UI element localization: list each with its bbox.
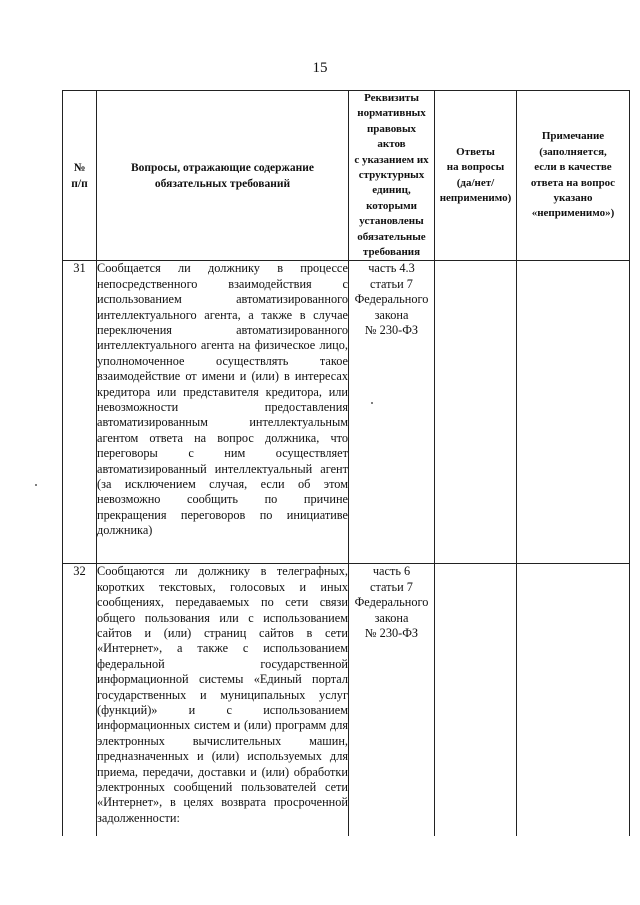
header-answers — [435, 91, 517, 261]
row-number: 31 — [63, 261, 97, 564]
table-row — [63, 261, 630, 564]
header-requisites — [349, 91, 435, 261]
row-question: Сообщается ли должнику в процессе непосредственного взаимодействия с использованием автоматизированного интеллектуального агента, а также в случае переключения автоматизированного интеллектуального агента на физическое лицо, уполномоченное осуществлять такое взаимодействие от имени и (или) в интересах кредитора или представителя кредитора, или невозможности предоставления автоматизированным интеллектуальным агентом ответа на вопрос должника, что переговоры с ним осуществляет автоматизированный интеллектуальный агент (за исключением случая, если об этом невозможно сообщить по причине прекращения переговоров по инициативе должника) — [97, 261, 349, 564]
header-note-text: Примечание (заполняется, если в качестве ответа на вопрос указано «неприменимо») — [530, 130, 616, 220]
row-answer-cell[interactable] — [435, 261, 517, 564]
row-number: 32 — [63, 564, 97, 837]
header-num-text: № п/п — [71, 161, 88, 190]
row-question: Сообщаются ли должнику в телеграфных, коротких текстовых, голосовых и иных сообщениях, передаваемых по сети связи общего пользования или с использованием сайтов и (или) страниц сайтов в сети «Интернет», а также с использованием федеральной государственной информационной системы «Единый портал государственных и муниципальных услуг (функций)» и с использованием информационных систем и (или) программ для электронных вычислительных машин, предназначенных и (или) используемых для приема, передачи, доставки и (или) обработки электронных сообщений пользователей сети «Интернет», в целях возврата просроченной задолженности: — [97, 564, 349, 837]
checklist-table — [62, 90, 630, 836]
row-note-cell[interactable] — [517, 261, 630, 564]
scan-speck — [371, 402, 373, 404]
scan-speck — [35, 484, 37, 486]
header-answers-text: Ответы на вопросы (да/нет/ неприменимо) — [439, 145, 512, 205]
row-requisites: часть 6 статьи 7 Федерального закона № 230-ФЗ — [349, 564, 435, 837]
row-note-cell[interactable] — [517, 564, 630, 837]
page-number: 15 — [312, 60, 328, 76]
table-row — [63, 564, 630, 837]
header-question — [97, 91, 349, 261]
row-answer-cell[interactable] — [435, 564, 517, 837]
row-requisites: часть 4.3 статьи 7 Федерального закона № 230-ФЗ — [349, 261, 435, 564]
header-requisites-text: Реквизиты нормативных правовых актов с указанием их структурных единиц, которыми установлены обязательные требования — [354, 92, 429, 258]
header-question-text: Вопросы, отражающие содержание обязательных требований — [130, 161, 315, 190]
header-note — [517, 91, 630, 261]
table-header-row — [63, 91, 630, 261]
header-num — [63, 91, 97, 261]
